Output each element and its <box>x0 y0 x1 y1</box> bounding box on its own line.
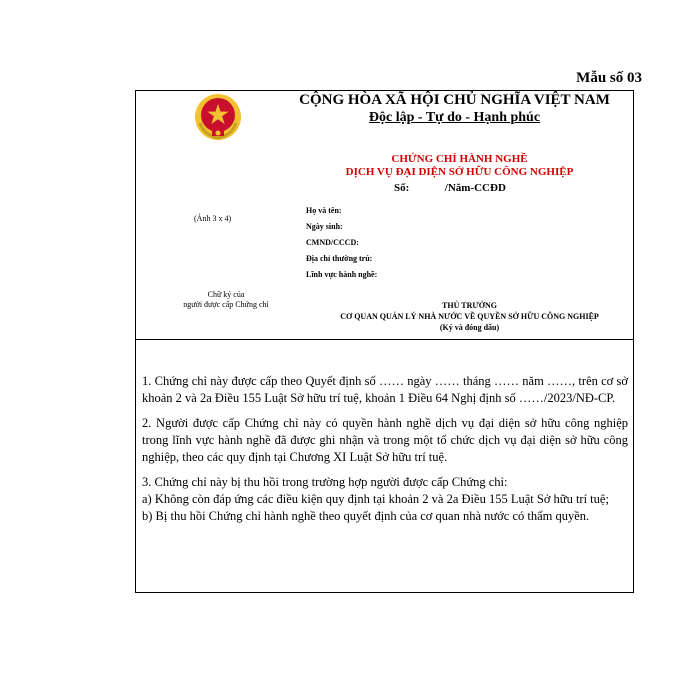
certificate-title-line2: DỊCH VỤ ĐẠI DIỆN SỞ HỮU CÔNG NGHIỆP <box>345 166 574 178</box>
field-id-number: CMND/CCCD: <box>306 238 359 247</box>
certificate-terms <box>142 373 628 525</box>
certificate-back <box>135 340 634 593</box>
authority-agency: CƠ QUAN QUẢN LÝ NHÀ NƯỚC VỀ QUYỀN SỞ HỮU CÔNG NGHIỆP <box>340 312 599 321</box>
field-practice: Lĩnh vực hành nghề: <box>306 270 378 279</box>
certificate-number-suffix: /Năm-CCĐD <box>444 182 506 194</box>
certificate-number <box>394 182 506 194</box>
term-3b: b) Bị thu hồi Chứng chỉ hành nghề theo quyết định của cơ quan nhà nước có thẩm quyền. <box>142 509 590 523</box>
field-dob: Ngày sinh: <box>306 222 343 231</box>
field-address: Địa chỉ thường trú: <box>306 254 373 263</box>
certificate-front <box>135 90 634 340</box>
term-1: 1. Chứng chỉ này được cấp theo Quyết định số …… ngày …… tháng …… năm ……, trên cơ sở khoản 2 và 2a Điều 155 Luật Sở hữu trí tuệ, khoản 1 Điều 64 Nghị định số ……/2023/NĐ-CP. <box>142 374 628 405</box>
certificate-title-line1: CHỨNG CHỈ HÀNH NGHỀ <box>391 153 528 165</box>
holder-signature-line1: Chữ ký của <box>207 290 245 299</box>
authority-signature <box>306 300 633 333</box>
authority-title: THỦ TRƯỞNG <box>442 301 497 310</box>
term-2: 2. Người được cấp Chứng chỉ này có quyền hành nghề dịch vụ đại diện sở hữu công nghiệp trong lĩnh vực hành nghề đã được ghi nhận và trong một tổ chức dịch vụ đại diện sở hữu công nghiệp, theo các quy định tại Chương XI Luật Sở hữu trí tuệ. <box>142 416 628 464</box>
term-3: 3. Chứng chỉ này bị thu hồi trong trường hợp người được cấp Chứng chỉ: <box>142 475 508 489</box>
document-header <box>276 92 633 126</box>
authority-sign-note: (Ký và đóng dấu) <box>439 323 500 332</box>
certificate-title <box>306 153 613 179</box>
national-name: CỘNG HÒA XÃ HỘI CHỦ NGHĨA VIỆT NAM <box>299 92 610 108</box>
form-code: Mẫu số 03 <box>576 70 642 86</box>
holder-signature-line2: người được cấp Chứng chỉ <box>183 300 269 309</box>
field-full-name: Họ và tên: <box>306 206 342 215</box>
term-3a: a) Không còn đáp ứng các điều kiện quy định tại khoản 2 và 2a Điều 155 Luật Sở hữu trí tuệ; <box>142 492 609 506</box>
photo-placeholder: (Ảnh 3 x 4) <box>194 214 232 223</box>
national-emblem-icon <box>194 93 242 141</box>
holder-fields <box>306 203 377 283</box>
national-motto: Độc lập - Tự do - Hạnh phúc <box>368 110 541 125</box>
holder-signature <box>156 290 296 310</box>
certificate-number-label: Số: <box>394 182 410 194</box>
